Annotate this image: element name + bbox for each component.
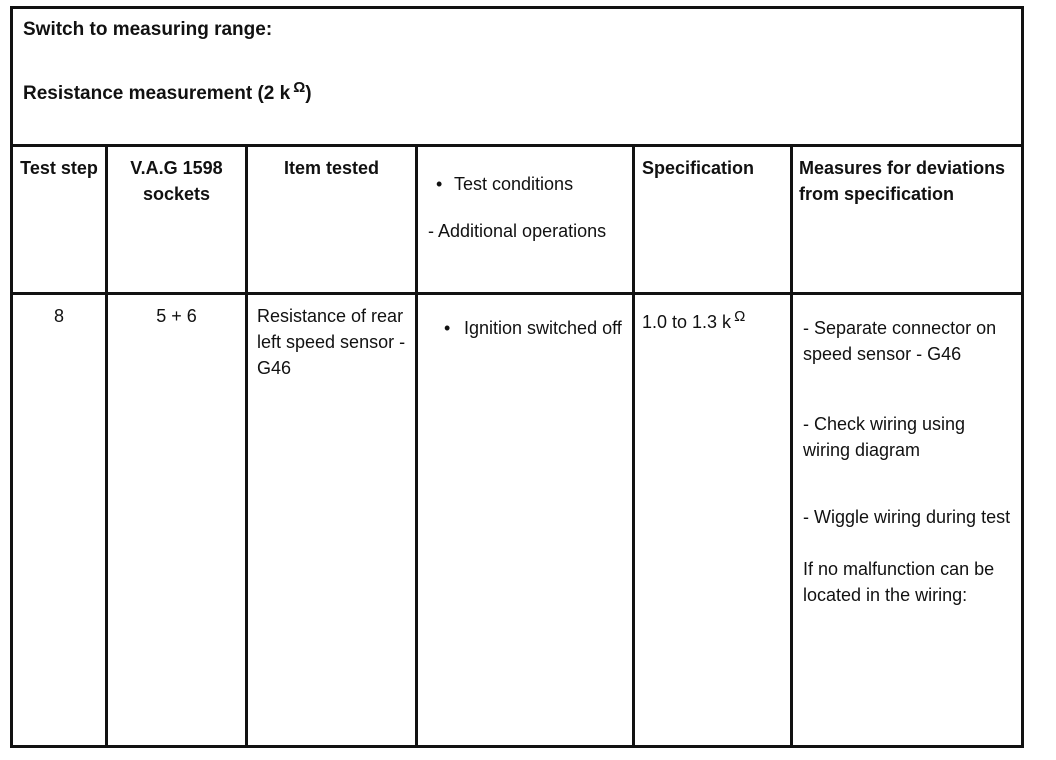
col-header-measures: Measures for deviations from specification [799, 158, 1006, 204]
measure-item: If no malfunction can be located in the wiring: [803, 559, 995, 605]
col-header-item-tested: Item tested [283, 158, 380, 178]
cell-test-condition [418, 315, 632, 341]
col-header-sockets: V.A.G 1598 sockets [130, 158, 223, 204]
measuring-range-text: Resistance measurement (2 k [23, 83, 291, 104]
bullet-icon: • [444, 318, 451, 338]
row-divider [13, 292, 1021, 295]
cell-item-tested: Resistance of rear left speed sensor -G46 [257, 306, 406, 378]
measure-item: - Check wiring using wiring diagram [803, 414, 966, 460]
ohm-symbol: Ω [734, 308, 746, 325]
measuring-range-value [23, 79, 312, 105]
cell-measures [793, 315, 1021, 608]
column-divider [632, 147, 635, 745]
bullet-icon: • [436, 174, 443, 194]
col-header-test-step: Test step [20, 158, 98, 178]
specification-value: 1.0 to 1.3 k [642, 312, 732, 332]
cell-specification [635, 309, 790, 337]
condition-text: Ignition switched off [464, 318, 622, 338]
measurement-table [10, 6, 1024, 748]
col-header-specification: Specification [642, 158, 755, 178]
col-header-test-conditions [418, 171, 632, 244]
condition-bullet [436, 315, 626, 341]
table-header-block [13, 9, 1021, 147]
measuring-range-title: Switch to measuring range: [23, 19, 273, 40]
cell-sockets: 5 + 6 [156, 306, 197, 326]
additional-operations-label: - Additional operations [428, 221, 607, 241]
measuring-range-close: ) [305, 83, 312, 104]
test-conditions-label: Test conditions [454, 174, 574, 194]
column-divider [245, 147, 248, 745]
cell-test-step: 8 [53, 306, 64, 326]
ohm-symbol: Ω [293, 79, 306, 96]
measure-item: - Wiggle wiring during test [803, 507, 1011, 527]
column-divider [105, 147, 108, 745]
test-conditions-bullet [428, 171, 632, 197]
measure-item: - Separate connector on speed sensor - G46 [803, 318, 997, 364]
